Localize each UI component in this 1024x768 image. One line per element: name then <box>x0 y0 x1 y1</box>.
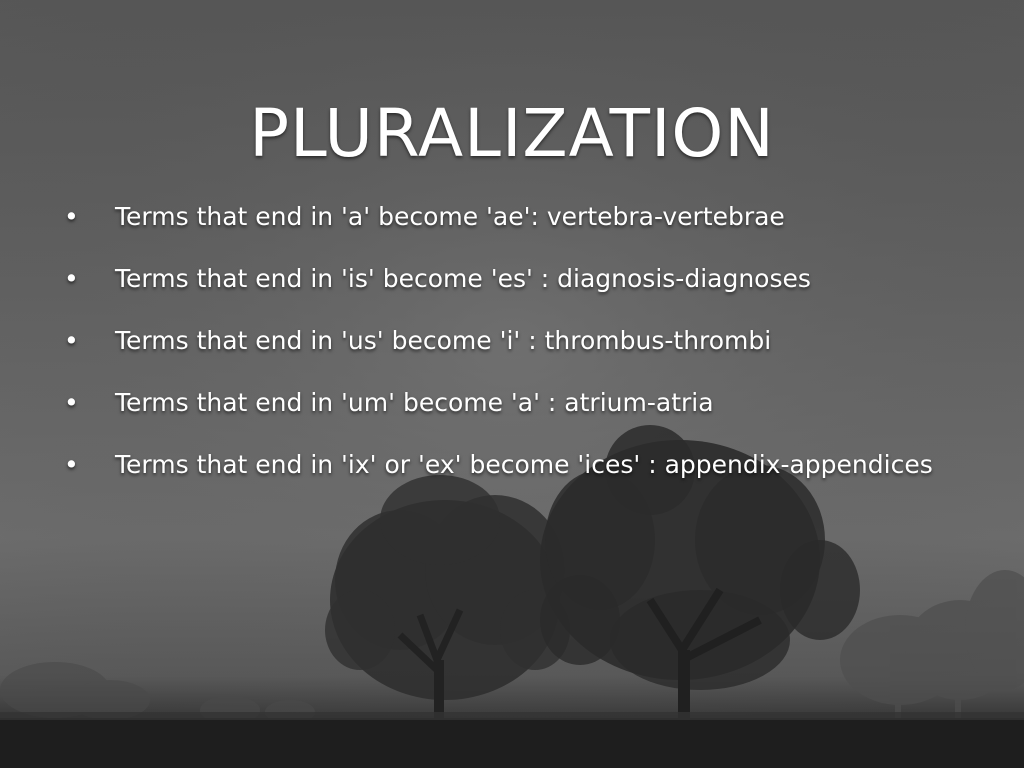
bullet-list <box>0 196 1024 506</box>
bullet-item <box>0 258 1024 320</box>
bullet-dot-icon: • <box>64 264 79 293</box>
bullet-text: Terms that end in 'ix' or 'ex' become 'ices' : appendix-appendices <box>115 450 933 479</box>
bullet-dot-icon: • <box>64 326 79 355</box>
bullet-item <box>0 196 1024 258</box>
bullet-dot-icon: • <box>64 202 79 231</box>
bullet-item <box>0 320 1024 382</box>
bullet-item <box>0 444 1024 506</box>
bullet-dot-icon: • <box>64 450 79 479</box>
bullet-text: Terms that end in 'a' become 'ae': vertebra-vertebrae <box>115 202 785 231</box>
bullet-item <box>0 382 1024 444</box>
bullet-dot-icon: • <box>64 388 79 417</box>
slide-title: PLURALIZATION <box>249 95 775 173</box>
bullet-text: Terms that end in 'us' become 'i' : thrombus-thrombi <box>115 326 772 355</box>
bullet-text: Terms that end in 'um' become 'a' : atrium-atria <box>115 388 714 417</box>
bullet-text: Terms that end in 'is' become 'es' : diagnosis-diagnoses <box>115 264 811 293</box>
